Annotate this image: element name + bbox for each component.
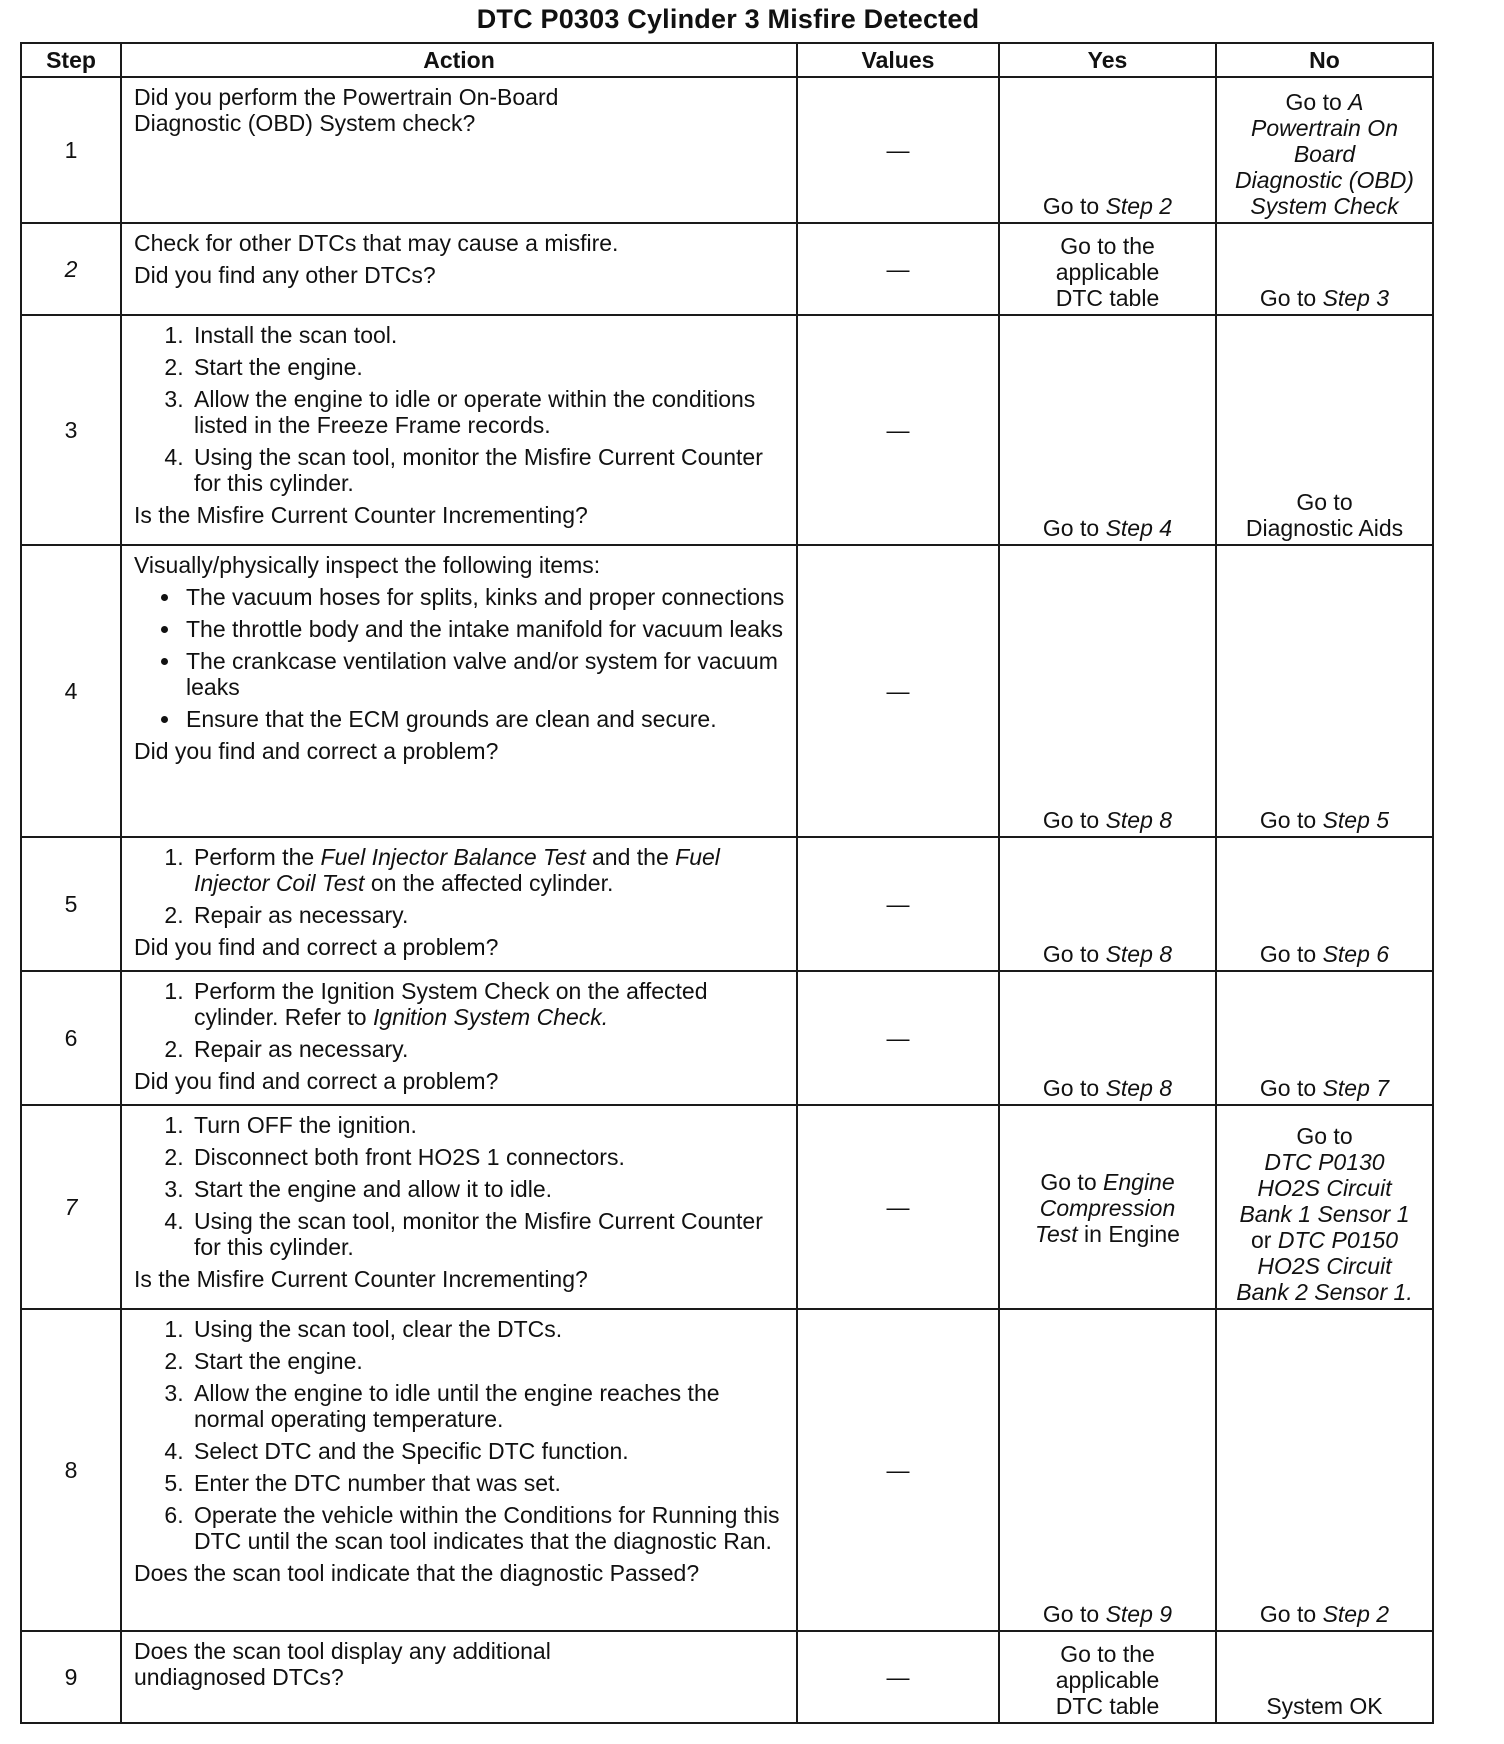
header-yes: Yes — [999, 43, 1216, 77]
action-text: Check for other DTCs that may cause a misfire. — [134, 230, 619, 256]
values-cell: — — [797, 545, 999, 837]
action-cell — [121, 223, 797, 315]
action-question: Does the scan tool indicate that the diagnostic Passed? — [134, 1560, 700, 1586]
action-steps — [134, 1112, 788, 1260]
list-item: • The throttle body and the intake manifold for vacuum leaks — [182, 616, 788, 642]
inspection-items — [134, 584, 788, 732]
list-item: 2. Start the engine. — [190, 1348, 788, 1374]
action-question: Is the Misfire Current Counter Incrementing? — [134, 1266, 588, 1292]
list-item: 1. Perform the Ignition System Check on the affected cylinder. Refer to Ignition System Check. — [190, 978, 788, 1030]
table-row — [21, 1309, 1433, 1631]
action-cell — [121, 1105, 797, 1309]
table-header-row — [21, 43, 1433, 77]
action-cell — [121, 77, 797, 223]
action-question: Did you find and correct a problem? — [134, 1068, 499, 1094]
page-title: DTC P0303 Cylinder 3 Misfire Detected — [476, 4, 980, 34]
list-item: 2. Repair as necessary. — [190, 902, 788, 928]
values-cell: — — [797, 837, 999, 971]
no-cell: Go to DTC P0130 HO2S Circuit Bank 1 Sensor 1 or DTC P0150 HO2S Circuit Bank 2 Sensor 1. — [1216, 1105, 1433, 1309]
header-no: No — [1216, 43, 1433, 77]
list-item: 3. Start the engine and allow it to idle. — [190, 1176, 788, 1202]
list-item: • The vacuum hoses for splits, kinks and proper connections — [182, 584, 788, 610]
action-cell — [121, 315, 797, 545]
action-cell — [121, 1631, 797, 1723]
dtc-diagnostic-table — [20, 42, 1434, 1724]
list-item: 2. Disconnect both front HO2S 1 connectors. — [190, 1144, 788, 1170]
action-cell — [121, 971, 797, 1105]
step-number: 3 — [21, 315, 121, 545]
no-cell: Go to A Powertrain On Board Diagnostic (OBD) System Check — [1216, 77, 1433, 223]
yes-cell: Go to Engine Compression Test in Engine — [999, 1105, 1216, 1309]
no-cell: Go to Step 7 — [1216, 971, 1433, 1105]
table-row — [21, 971, 1433, 1105]
values-cell: — — [797, 1105, 999, 1309]
action-question: Diagnostic (OBD) System check? — [134, 110, 476, 136]
no-cell: Go to Step 3 — [1216, 223, 1433, 315]
list-item: 1. Install the scan tool. — [190, 322, 788, 348]
no-cell: System OK — [1216, 1631, 1433, 1723]
values-cell: — — [797, 223, 999, 315]
table-row — [21, 77, 1433, 223]
action-question: Did you find and correct a problem? — [134, 934, 499, 960]
list-item: • Ensure that the ECM grounds are clean and secure. — [182, 706, 788, 732]
step-number: 5 — [21, 837, 121, 971]
table-row — [21, 837, 1433, 971]
action-question: Is the Misfire Current Counter Incrementing? — [134, 502, 588, 528]
list-item: 6. Operate the vehicle within the Conditions for Running this DTC until the scan tool indicates that the diagnostic Ran. — [190, 1502, 788, 1554]
action-steps — [134, 1316, 788, 1554]
action-steps — [134, 978, 788, 1062]
yes-cell: Go to Step 9 — [999, 1309, 1216, 1631]
list-item: 4. Select DTC and the Specific DTC function. — [190, 1438, 788, 1464]
action-steps — [134, 322, 788, 496]
action-question: Did you find and correct a problem? — [134, 738, 499, 764]
values-cell: — — [797, 315, 999, 545]
header-values: Values — [797, 43, 999, 77]
action-text: Visually/physically inspect the following items: — [134, 552, 601, 578]
step-number: 2 — [21, 223, 121, 315]
yes-cell: Go to Step 4 — [999, 315, 1216, 545]
step-number: 4 — [21, 545, 121, 837]
list-item: 1. Using the scan tool, clear the DTCs. — [190, 1316, 788, 1342]
step-number: 6 — [21, 971, 121, 1105]
table-row — [21, 1105, 1433, 1309]
step-number: 1 — [21, 77, 121, 223]
list-item: 3. Allow the engine to idle or operate within the conditions listed in the Freeze Frame records. — [190, 386, 788, 438]
yes-cell: Go to Step 2 — [999, 77, 1216, 223]
values-cell: — — [797, 1309, 999, 1631]
yes-cell: Go to the applicable DTC table — [999, 223, 1216, 315]
action-question: Did you find any other DTCs? — [134, 262, 436, 288]
table-row — [21, 545, 1433, 837]
action-steps — [134, 844, 788, 928]
list-item: 3. Allow the engine to idle until the engine reaches the normal operating temperature. — [190, 1380, 788, 1432]
list-item: • The crankcase ventilation valve and/or system for vacuum leaks — [182, 648, 788, 700]
no-cell: Go to Step 6 — [1216, 837, 1433, 971]
list-item: 5. Enter the DTC number that was set. — [190, 1470, 788, 1496]
yes-cell: Go to Step 8 — [999, 837, 1216, 971]
list-item: 1. Turn OFF the ignition. — [190, 1112, 788, 1138]
values-cell: — — [797, 971, 999, 1105]
action-question: undiagnosed DTCs? — [134, 1664, 344, 1690]
list-item: 2. Repair as necessary. — [190, 1036, 788, 1062]
table-row — [21, 1631, 1433, 1723]
header-step: Step — [21, 43, 121, 77]
yes-cell: Go to the applicable DTC table — [999, 1631, 1216, 1723]
action-cell — [121, 837, 797, 971]
no-cell: Go to Diagnostic Aids — [1216, 315, 1433, 545]
no-cell: Go to Step 2 — [1216, 1309, 1433, 1631]
yes-cell: Go to Step 8 — [999, 971, 1216, 1105]
list-item: 2. Start the engine. — [190, 354, 788, 380]
action-cell — [121, 545, 797, 837]
step-number: 8 — [21, 1309, 121, 1631]
action-question: Does the scan tool display any additional — [134, 1638, 551, 1664]
yes-cell: Go to Step 8 — [999, 545, 1216, 837]
action-cell — [121, 1309, 797, 1631]
step-number: 7 — [21, 1105, 121, 1309]
list-item: 4. Using the scan tool, monitor the Misfire Current Counter for this cylinder. — [190, 444, 788, 496]
header-action: Action — [121, 43, 797, 77]
list-item: 4. Using the scan tool, monitor the Misfire Current Counter for this cylinder. — [190, 1208, 788, 1260]
list-item: 1. Perform the Fuel Injector Balance Test and the Fuel Injector Coil Test on the affected cylinder. — [190, 844, 788, 896]
values-cell: — — [797, 1631, 999, 1723]
step-number: 9 — [21, 1631, 121, 1723]
table-row — [21, 315, 1433, 545]
no-cell: Go to Step 5 — [1216, 545, 1433, 837]
action-question: Did you perform the Powertrain On-Board — [134, 84, 559, 110]
table-row — [21, 223, 1433, 315]
values-cell: — — [797, 77, 999, 223]
